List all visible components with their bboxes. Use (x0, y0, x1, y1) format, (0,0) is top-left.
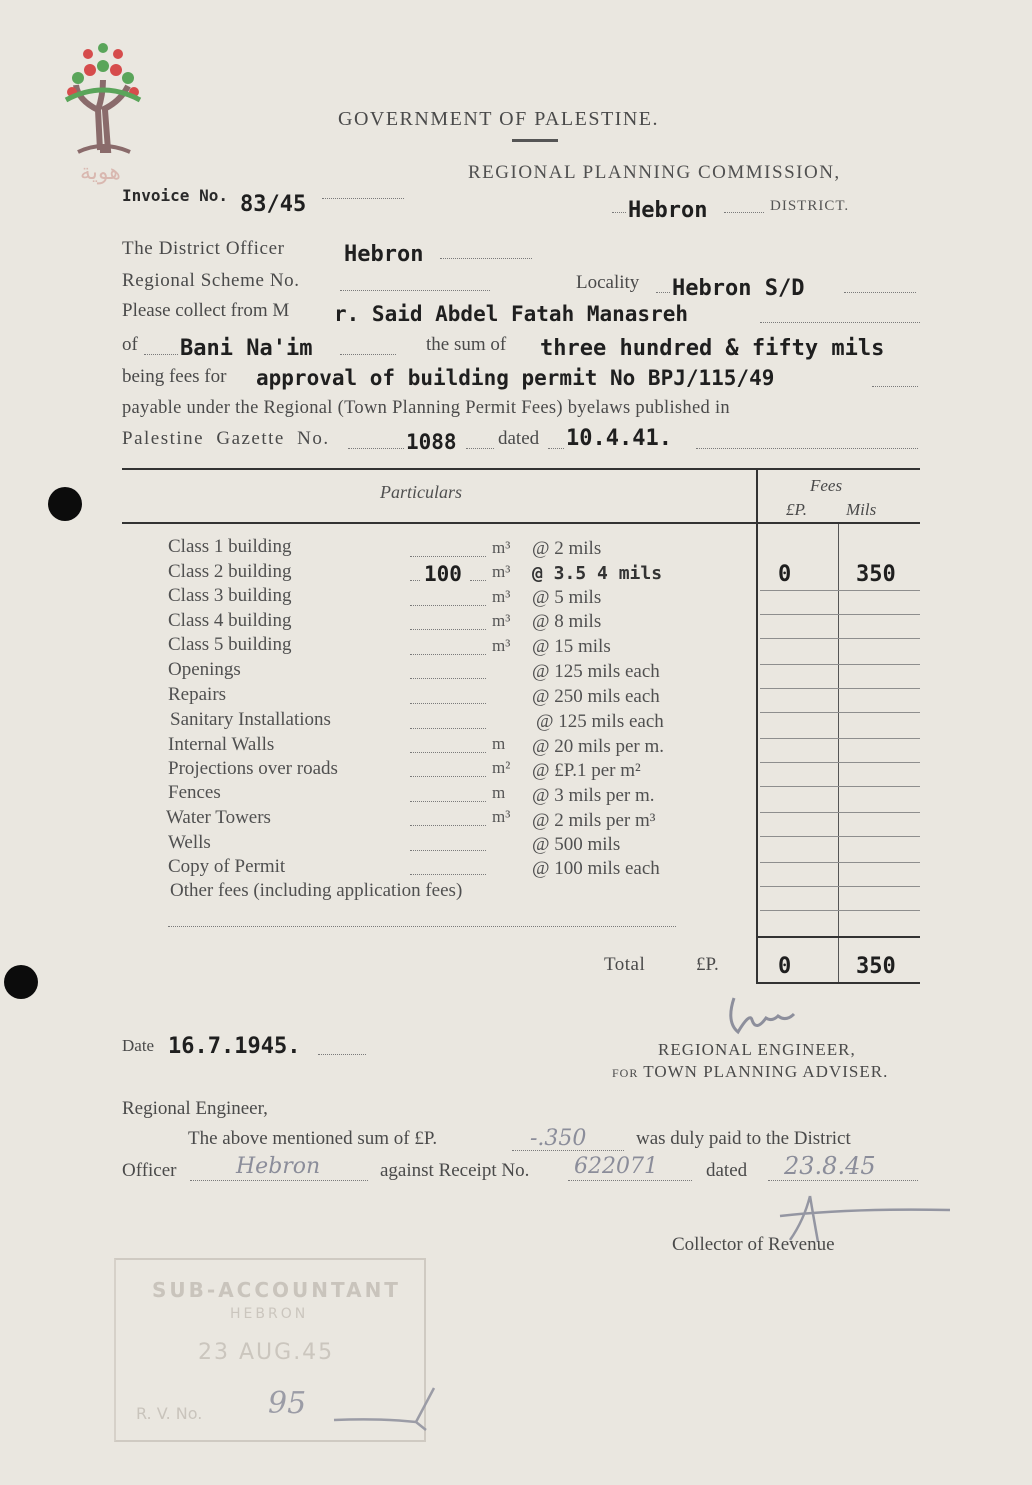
qty-dots (410, 776, 486, 777)
fees-dots (872, 386, 918, 387)
fee-cell-line (760, 762, 920, 763)
fees-value: approval of building permit No BPJ/115/49 (256, 366, 775, 390)
scheme-dots (340, 290, 490, 291)
invoice-dots (322, 198, 404, 199)
total-currency: £P. (696, 954, 719, 975)
fee-cell-line (760, 638, 920, 639)
row-name: Repairs (168, 684, 227, 705)
row-rate: @ 250 mils each (532, 686, 660, 707)
district-officer-value: Hebron (344, 242, 424, 267)
fee-cell-line (760, 886, 920, 887)
gazette-date: 10.4.41. (566, 426, 672, 451)
row-qty: 100 (424, 562, 462, 586)
row-unit: m³ (492, 807, 511, 826)
of-label: of (122, 334, 138, 355)
row-rate: @ 2 mils (532, 538, 602, 559)
sum-label: the sum of (426, 334, 507, 355)
fee-cell-line (760, 664, 920, 665)
class2-pounds: 0 (778, 562, 792, 587)
qty-dots (410, 605, 486, 606)
total-pounds: 0 (778, 954, 792, 979)
heading-rule (512, 139, 558, 142)
district-dots-right (724, 212, 764, 213)
punch-hole-top (48, 487, 82, 521)
row-name: Sanitary Installations (170, 709, 331, 730)
gazette-dots-mid2 (548, 448, 564, 449)
total-bottom-rule (756, 982, 920, 984)
invoice-number: 83/45 (240, 192, 307, 217)
gazette-dots-left (348, 448, 404, 449)
row-unit: m³ (492, 587, 511, 606)
fee-cell-line (760, 688, 920, 689)
district-label: DISTRICT. (770, 198, 850, 214)
row-rate: @ 125 mils each (532, 661, 660, 682)
row-rate: @ 2 mils per m³ (532, 810, 656, 831)
table-top-rule (122, 468, 920, 470)
fee-cell-line (760, 812, 920, 813)
logo-caption: هوية (80, 160, 121, 185)
locality-label: Locality (576, 272, 640, 293)
row-name: Projections over roads (168, 758, 338, 779)
district-officer-dots (440, 258, 532, 259)
class2-mils: 350 (856, 562, 896, 587)
receipt-date-dots (768, 1180, 918, 1181)
receipt-label: against Receipt No. (380, 1160, 530, 1181)
total-mils: 350 (856, 954, 896, 979)
locality-value: Hebron S/D (672, 276, 805, 301)
fees-label: being fees for (122, 366, 227, 387)
punch-hole-bottom (4, 965, 38, 999)
particulars-header: Particulars (380, 482, 463, 502)
row-rate: @ £P.1 per m² (532, 760, 641, 781)
date-dots (318, 1054, 366, 1055)
other-fees-dots (168, 926, 676, 927)
gazette-label: Palestine Gazette No. (122, 428, 330, 449)
of-dots-right (340, 354, 396, 355)
fee-cell-line (760, 738, 920, 739)
row-unit: m (492, 734, 506, 753)
paid-text-1: The above mentioned sum of £P. (188, 1128, 438, 1149)
receipt-number: 622071 (574, 1154, 658, 1179)
row-name: Class 2 building (168, 561, 292, 582)
row-name: Class 5 building (168, 634, 292, 655)
paid-text-2: was duly paid to the District (636, 1128, 851, 1149)
fee-cell-line (760, 786, 920, 787)
row-rate: @ 20 mils per m. (532, 736, 665, 757)
qty-dots (410, 556, 486, 557)
stamp-line-3: 23 AUG.45 (198, 1340, 335, 1365)
collector-of-revenue: Collector of Revenue (672, 1234, 835, 1255)
fee-cell-line (760, 590, 920, 591)
mils-header: Mils (846, 500, 877, 519)
row-name: Openings (168, 659, 241, 680)
pounds-header: £P. (786, 500, 807, 519)
officer-dots (190, 1180, 368, 1181)
gazette-dots-right (696, 448, 918, 449)
row-rate: @ 125 mils each (536, 711, 664, 732)
collect-label: Please collect from M (122, 300, 290, 321)
qty-dots (410, 850, 486, 851)
of-dots-left (144, 354, 178, 355)
row-unit: m³ (492, 611, 511, 630)
row-rate: @ 8 mils (532, 611, 602, 632)
district-officer-label: The District Officer (122, 238, 285, 259)
row-name: Wells (168, 832, 211, 853)
qty-dots (410, 678, 486, 679)
row-rate: @ 500 mils (532, 834, 621, 855)
fee-cell-line (760, 910, 920, 911)
row-name: Copy of Permit (168, 856, 286, 877)
qty-dots (470, 580, 486, 581)
row-name: Internal Walls (168, 734, 275, 755)
gazette-dated-label: dated (498, 428, 540, 449)
row-unit: m (492, 783, 506, 802)
scheme-label: Regional Scheme No. (122, 270, 300, 291)
fees-column-divider (756, 470, 758, 984)
stamp-line-2: HEBRON (230, 1306, 309, 1322)
engineer-title: REGIONAL ENGINEER, (658, 1040, 856, 1059)
qty-dots (410, 874, 486, 875)
commission-heading: REGIONAL PLANNING COMMISSION, (468, 162, 841, 183)
bylaws-text: payable under the Regional (Town Planning Permit Fees) byelaws published in (122, 398, 730, 418)
paid-amount: -.350 (530, 1126, 587, 1151)
date-value: 16.7.1945. (168, 1034, 301, 1059)
row-unit: m³ (492, 538, 511, 557)
fee-cell-line (760, 712, 920, 713)
qty-dots (410, 728, 486, 729)
row-rate-class2: @ 3.5 4 mils (532, 563, 663, 584)
engineer-subtitle: for TOWN PLANNING ADVISER. (612, 1062, 889, 1081)
district-dots-left (612, 212, 626, 213)
stamp-line-1: SUB-ACCOUNTANT (152, 1278, 401, 1302)
row-rate: @ 5 mils (532, 587, 602, 608)
row-rate: @ 15 mils (532, 636, 611, 657)
row-rate: @ 100 mils each (532, 858, 660, 879)
government-heading: GOVERNMENT OF PALESTINE. (338, 108, 660, 130)
row-rate: @ 3 mils per m. (532, 785, 655, 806)
collect-dots (760, 322, 920, 323)
receipt-dots (568, 1180, 692, 1181)
sum-value: three hundred & fifty mils (540, 336, 885, 361)
table-header-rule (122, 522, 920, 524)
stamp-line-4-value: 95 (268, 1386, 307, 1421)
row-unit: m² (492, 758, 511, 777)
stamp-mark-icon (330, 1384, 440, 1436)
officer-value: Hebron (236, 1154, 321, 1179)
gazette-number: 1088 (406, 430, 457, 454)
row-unit: m³ (492, 636, 511, 655)
row-name: Water Towers (166, 807, 271, 828)
locality-dots-right (844, 292, 916, 293)
row-unit: m³ (492, 562, 511, 581)
locality-dots-left (656, 292, 670, 293)
row-name: Class 4 building (168, 610, 292, 631)
invoice-label: Invoice No. (122, 186, 228, 205)
officer-label: Officer (122, 1160, 177, 1181)
addressee: Regional Engineer, (122, 1098, 268, 1119)
fee-cell-line (760, 614, 920, 615)
qty-dots (410, 629, 486, 630)
collect-value: r. Said Abdel Fatah Manasreh (334, 302, 689, 326)
row-name: Fences (168, 782, 221, 803)
qty-dots (410, 801, 486, 802)
qty-dots (410, 654, 486, 655)
tree-logo-icon (58, 40, 148, 155)
receipt-date: 23.8.45 (784, 1152, 876, 1180)
total-top-rule (756, 936, 920, 938)
qty-dots (410, 580, 420, 581)
mils-column-divider (838, 524, 839, 984)
qty-dots (410, 752, 486, 753)
engineer-signature-icon (720, 992, 810, 1042)
receipt-dated-label: dated (706, 1160, 748, 1181)
qty-dots (410, 703, 486, 704)
row-name: Class 1 building (168, 536, 292, 557)
fee-cell-line (760, 836, 920, 837)
row-name: Class 3 building (168, 585, 292, 606)
stamp-line-4-label: R. V. No. (136, 1404, 203, 1423)
district-value: Hebron (628, 198, 708, 223)
date-label: Date (122, 1036, 155, 1055)
total-label: Total (604, 954, 646, 975)
row-name: Other fees (including application fees) (170, 880, 463, 901)
fee-cell-line (760, 862, 920, 863)
fees-header: Fees (810, 476, 843, 495)
qty-dots (410, 825, 486, 826)
gazette-dots-mid (466, 448, 494, 449)
of-value: Bani Na'im (180, 336, 313, 361)
